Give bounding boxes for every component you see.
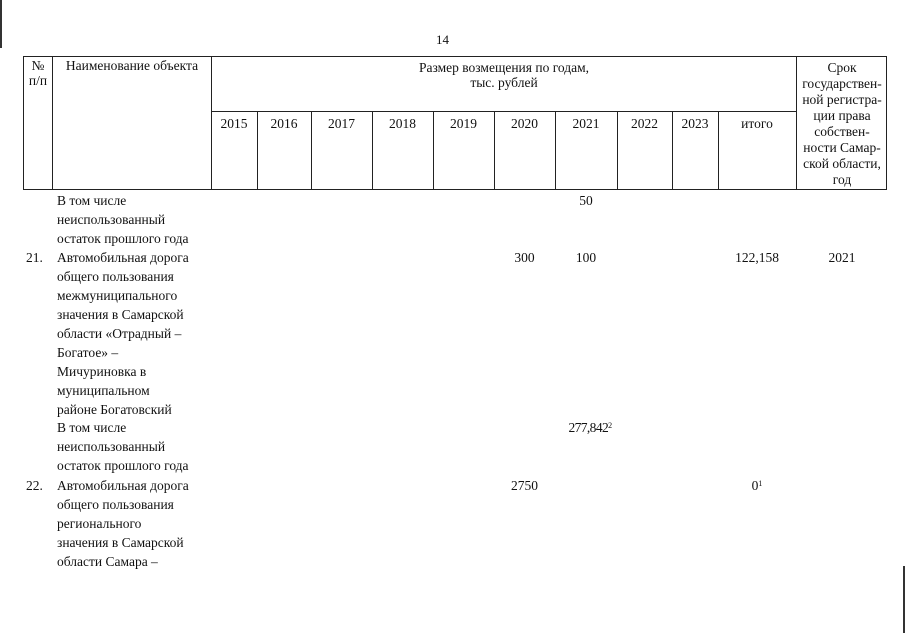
row-2-2021-value: 277,842 — [568, 420, 609, 435]
row-3-num: 22. — [26, 478, 43, 493]
year-2020: 2020 — [511, 116, 538, 131]
scan-edge-left — [0, 0, 2, 48]
row-1-name: Автомобильная дорога общего пользования межмуниципального значения в Самарской области «Отрадный – Богатое» – Мичуриновка в муниципальном районе Богатовский — [57, 250, 189, 417]
year-2016: 2016 — [270, 116, 298, 131]
year-2017: 2017 — [328, 116, 355, 131]
header-amount: Размер возмещения по годам, тыс. рублей — [418, 60, 590, 90]
page-number: 14 — [436, 32, 449, 47]
year-2015: 2015 — [220, 116, 248, 131]
year-total: итого — [741, 116, 773, 131]
row-1-2020: 300 — [514, 250, 535, 265]
row-1-total: 122,158 — [735, 250, 779, 265]
row-3-name: Автомобильная дорога общего пользования регионального значения в Самарской области Самара – — [57, 478, 189, 569]
row-3-total-value: 0 — [751, 478, 759, 493]
row-3-total — [718, 476, 796, 495]
row-1-term: 2021 — [828, 250, 856, 265]
row-3-2020: 2750 — [511, 478, 538, 493]
footnote-mark: 1 — [758, 479, 763, 488]
header-name: Наименование объекта — [65, 58, 199, 73]
header-num: № п/п — [28, 58, 48, 88]
footnote-mark: 2 — [608, 421, 612, 430]
row-1-num: 21. — [26, 250, 43, 265]
year-2022: 2022 — [631, 116, 658, 131]
row-0-2021: 50 — [579, 193, 593, 208]
year-2018: 2018 — [389, 116, 416, 131]
year-2019: 2019 — [450, 116, 477, 131]
header-term: Срок государствен- ной регистра- ции права собствен- ности Самар- ской области, год — [802, 60, 882, 187]
row-0-name: В том числе неиспользованный остаток прошлого года — [57, 193, 189, 246]
year-2021: 2021 — [572, 116, 600, 131]
row-2-name: В том числе неиспользованный остаток прошлого года — [57, 420, 189, 473]
row-1-2021: 100 — [575, 250, 597, 265]
row-2-2021 — [555, 418, 625, 437]
year-2023: 2023 — [681, 116, 709, 131]
